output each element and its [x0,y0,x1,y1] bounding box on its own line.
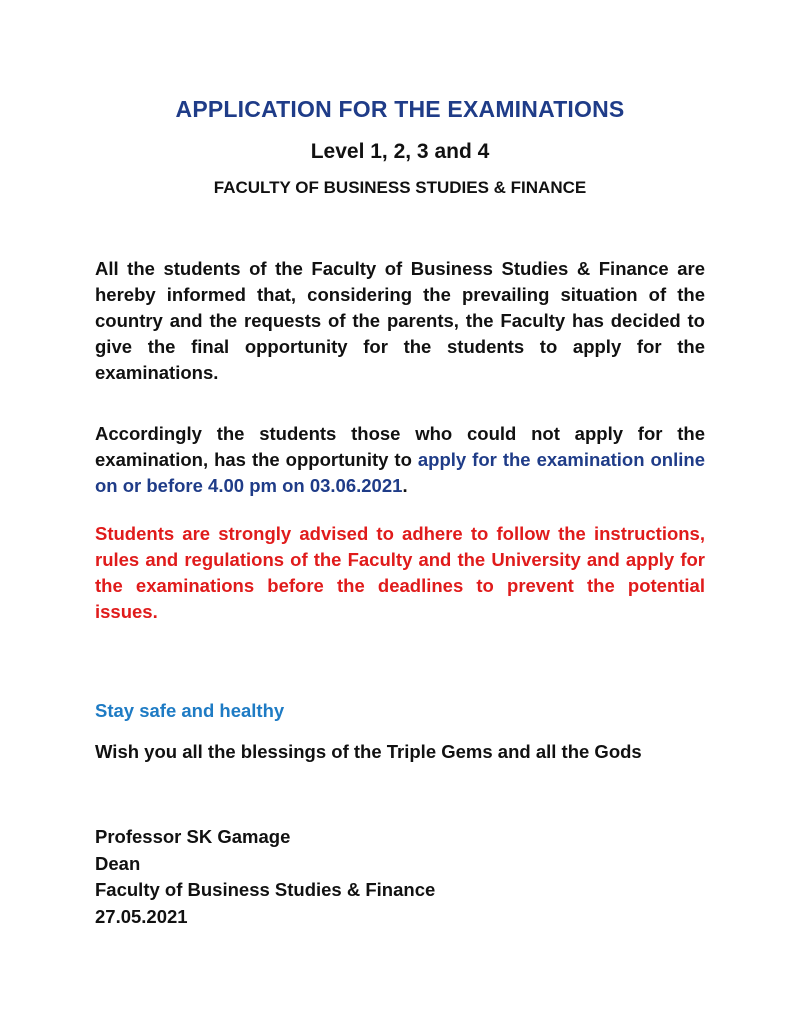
faculty-heading: FACULTY OF BUSINESS STUDIES & FINANCE [213,178,587,197]
paragraph-2-lead: Accordingly the students those who could not apply for the examination, has the opportunity to [95,423,705,470]
signatory-name: Professor SK Gamage [95,826,291,847]
document-title: APPLICATION FOR THE EXAMINATIONS [175,96,625,122]
signature-date: 27.05.2021 [95,905,188,927]
notice-paragraph-2 [95,421,705,499]
signature-block [95,824,435,930]
signatory-faculty: Faculty of Business Studies & Finance [95,879,436,900]
warning-paragraph: Students are strongly advised to adhere to follow the instructions, rules and regulations of the Faculty and the University and apply for the examinations before the deadlines to prevent the potential issues. [95,523,705,622]
paragraph-2-end: . [402,475,408,496]
blessing-line: Wish you all the blessings of the Triple Gems and all the Gods [95,741,642,762]
stay-safe-line: Stay safe and healthy [95,700,285,721]
signatory-position: Dean [95,852,141,874]
document-subtitle: Level 1, 2, 3 and 4 [310,140,490,163]
application-deadline-text: apply for the examination online on or before 4.00 pm on 03.06.2021 [95,449,705,496]
notice-paragraph-1: All the students of the Faculty of Business Studies & Finance are hereby informed that, considering the prevailing situation of the country and the requests of the parents, the Faculty has decided to give the final opportunity for the students to apply for the examinations. [95,258,705,383]
